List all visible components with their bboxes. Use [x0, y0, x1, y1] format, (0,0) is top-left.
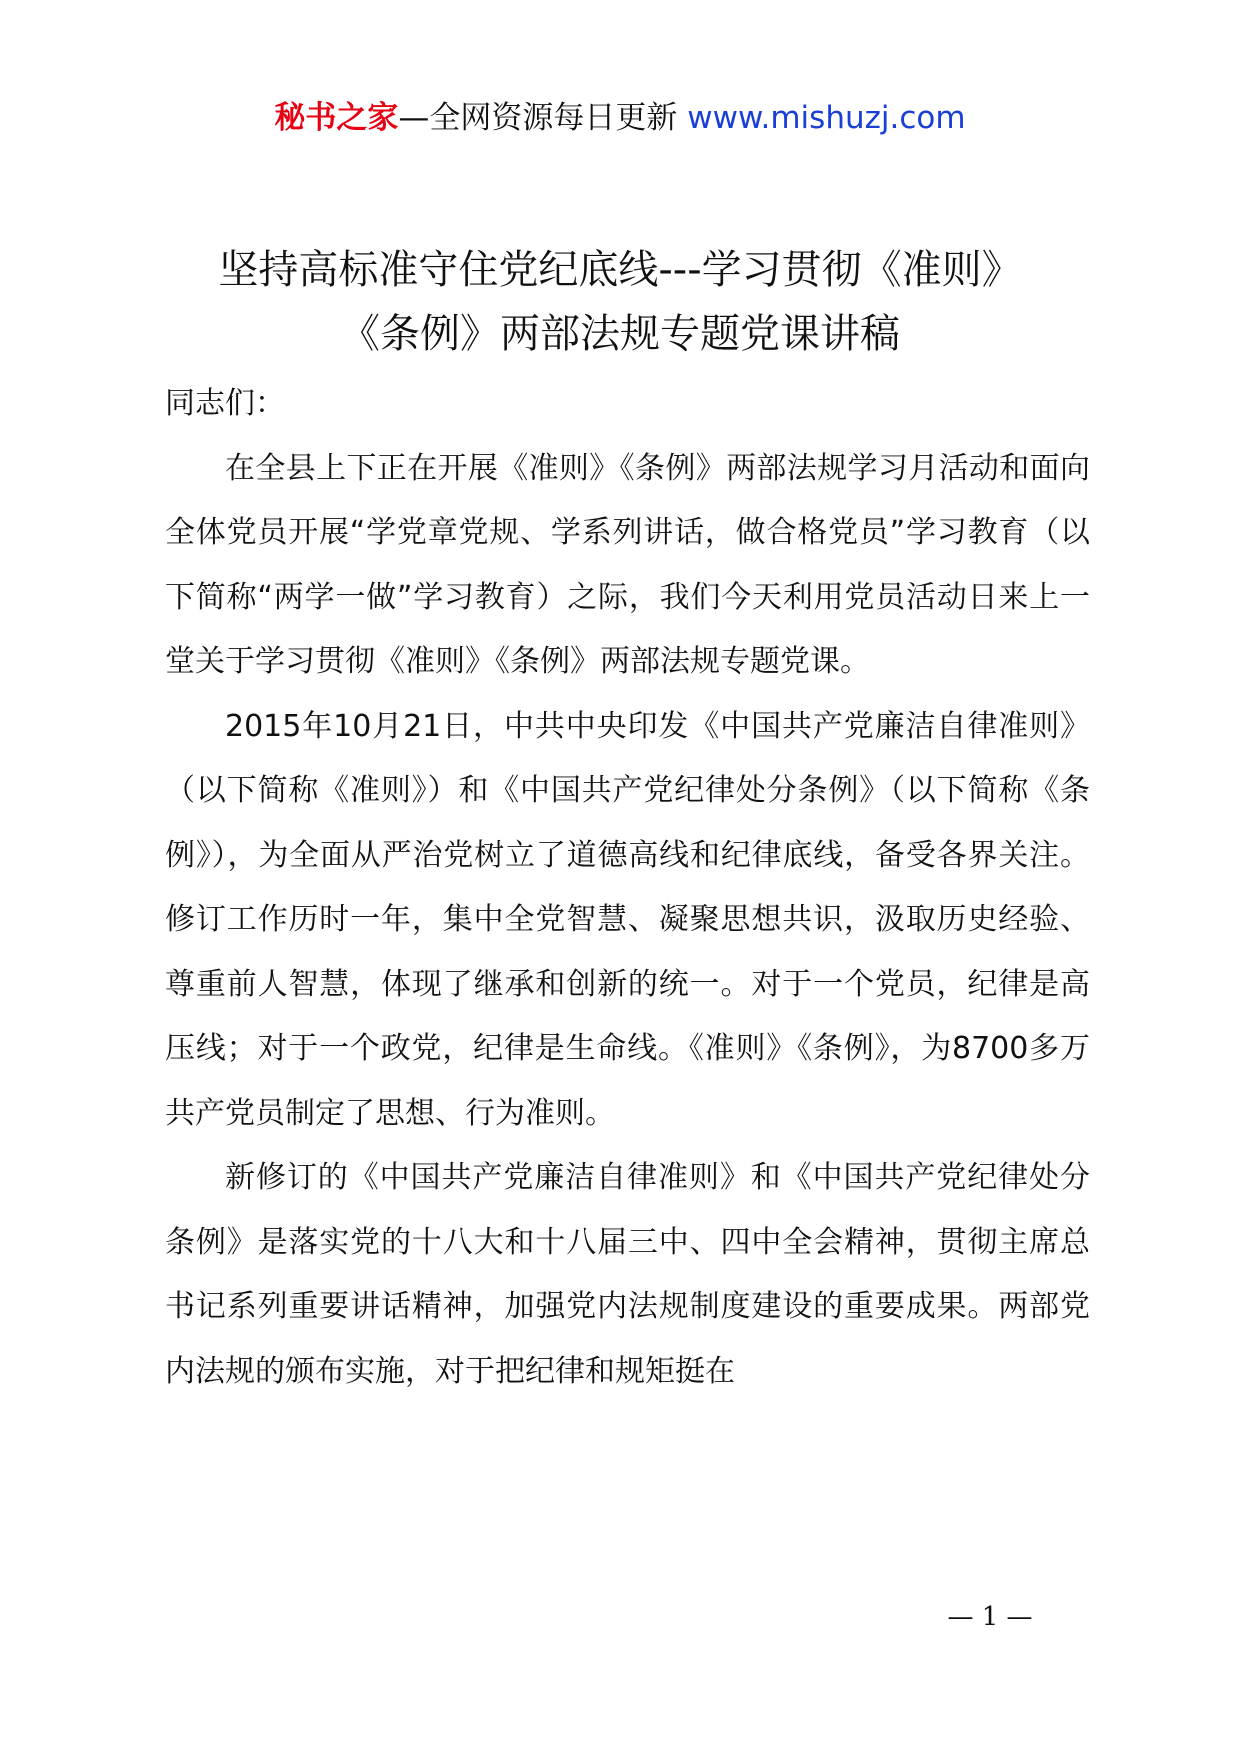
- site-header: [0, 98, 1240, 138]
- title-line-1: 坚持高标准守住党纪底线---学习贯彻《准则》: [218, 247, 1022, 293]
- paragraph: 在全县上下正在开展《准则》《条例》两部法规学习月活动和面向全体党员开展“学党章党规、学系列讲话，做合格党员”学习教育（以下简称“两学一做”学习教育）之际，我们今天利用党员活动日来上一堂关于学习贯彻《准则》《条例》两部法规专题党课。: [165, 450, 1090, 679]
- document-title: [140, 238, 1100, 366]
- greeting: 同志们：: [165, 386, 285, 421]
- site-url-link[interactable]: www.mishuzj.com: [687, 100, 966, 136]
- header-tagline: —全网资源每日更新: [398, 100, 678, 136]
- paragraph: 新修订的《中国共产党廉洁自律准则》和《中国共产党纪律处分条例》是落实党的十八大和十八届三中、四中全会精神，贯彻主席总书记系列重要讲话精神，加强党内法规制度建设的重要成果。两部党内法规的颁布实施，对于把纪律和规矩挺在: [165, 1160, 1090, 1389]
- paragraph: 2015年10月21日，中共中央印发《中国共产党廉洁自律准则》（以下简称《准则》）和《中国共产党纪律处分条例》（以下简称《条例》），为全面从严治党树立了道德高线和纪律底线，备受各界关注。修订工作历时一年，集中全党智慧、凝聚思想共识，汲取历史经验、尊重前人智慧，体现了继承和创新的统一。对于一个党员，纪律是高压线；对于一个政党，纪律是生命线。《准则》《条例》，为8700多万共产党员制定了思想、行为准则。: [165, 708, 1090, 1131]
- document-body: [165, 372, 1090, 1404]
- brand-name: 秘书之家: [274, 100, 399, 136]
- page-number: — 1 —: [947, 1602, 1033, 1632]
- title-line-2: 《条例》两部法规专题党课讲稿: [340, 311, 900, 357]
